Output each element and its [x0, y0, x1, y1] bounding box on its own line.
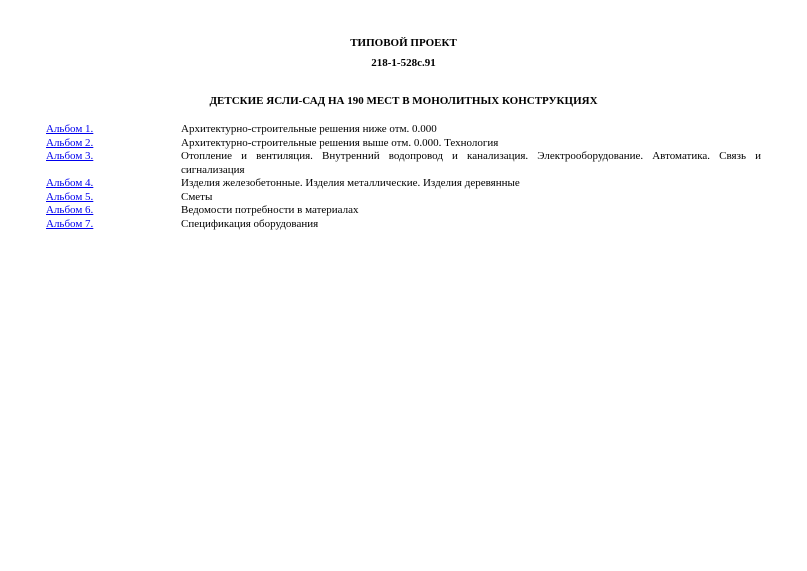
page-title: ТИПОВОЙ ПРОЕКТ: [350, 37, 457, 49]
album-3-description: Отопление и вентиляция. Внутренний водопровод и канализация. Электрооборудование. Автоматика. Связь и сигнализация: [181, 150, 761, 176]
album-row: [46, 191, 761, 205]
album-row: [46, 218, 761, 232]
album-row: [46, 204, 761, 218]
album-3-link[interactable]: Альбом 3.: [46, 150, 94, 162]
album-6-description: Ведомости потребности в материалах: [181, 204, 359, 216]
document-heading: ДЕТСКИЕ ЯСЛИ-САД НА 190 МЕСТ В МОНОЛИТНЫХ КОНСТРУКЦИЯХ: [209, 95, 598, 107]
album-7-description: Спецификация оборудования: [181, 217, 319, 230]
album-4-link[interactable]: Альбом 4.: [46, 177, 94, 189]
album-row: [46, 123, 761, 137]
album-1-description: Архитектурно-строительные решения ниже отм. 0.000: [181, 123, 437, 135]
album-4-description: Изделия железобетонные. Изделия металлические. Изделия деревянные: [181, 177, 520, 189]
album-row: [46, 177, 761, 191]
album-2-description: Архитектурно-строительные решения выше отм. 0.000. Технология: [181, 136, 499, 149]
album-2-link[interactable]: Альбом 2.: [46, 136, 94, 149]
album-5-description: Сметы: [181, 190, 213, 203]
album-5-link[interactable]: Альбом 5.: [46, 190, 94, 203]
album-row: [46, 137, 761, 151]
album-list: [46, 123, 761, 231]
album-row: [46, 150, 761, 177]
album-1-link[interactable]: Альбом 1.: [46, 123, 94, 135]
project-code: 218-1-528с.91: [371, 57, 436, 69]
album-6-link[interactable]: Альбом 6.: [46, 204, 94, 216]
album-7-link[interactable]: Альбом 7.: [46, 217, 94, 230]
